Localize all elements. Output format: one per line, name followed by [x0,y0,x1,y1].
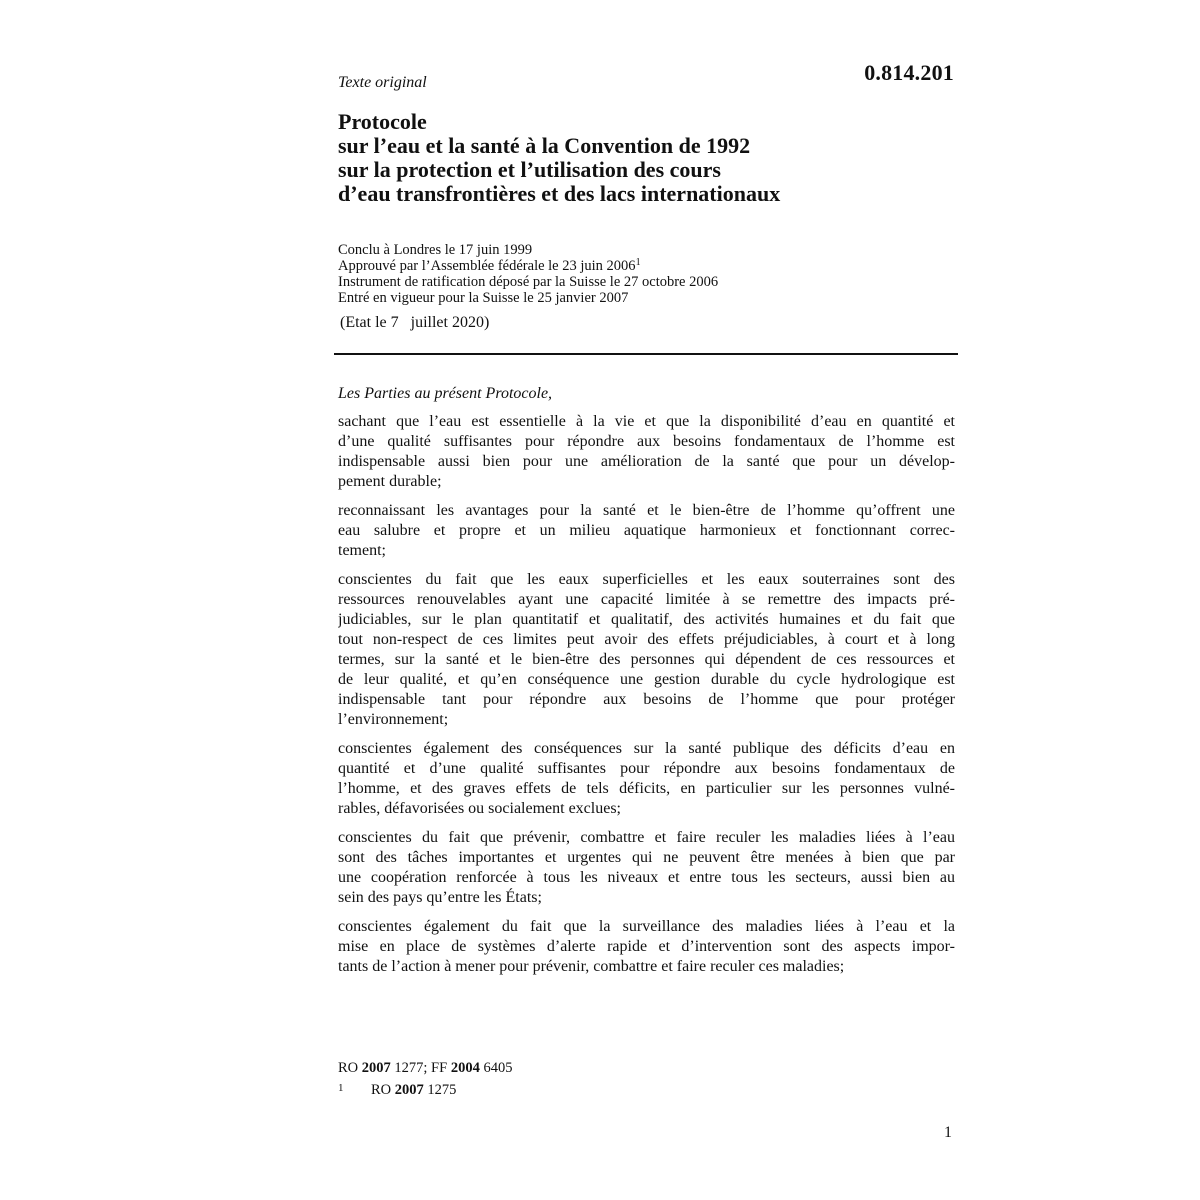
header-divider [334,353,958,355]
footnote-ref[interactable]: 1 [635,257,641,268]
original-text-label: Texte original [338,74,427,91]
text-line: sont des tâches importantes et urgentes qui ne peuvent être menées à bien que par [338,849,955,866]
text-line: quantité et d’une qualité suffisantes pour répondre aux besoins fondamentaux de [338,760,955,777]
text-line: d’une qualité suffisantes pour répondre aux besoins fondamentaux de l’homme est [338,433,955,450]
approved-text: Approuvé par l’Assemblée fédérale le 23 juin 2006 [338,258,636,274]
text-line: eau salubre et propre et un milieu aquatique harmonieux et fonctionnant correc- [338,522,955,539]
ro-year: 2007 [361,1060,391,1076]
source-reference [338,1058,512,1078]
ff-year: 2004 [450,1060,480,1076]
text-line: sein des pays qu’entre les États; [338,889,542,906]
title-line: Protocole [338,109,427,134]
text-line: conscientes également des conséquences sur la santé publique des déficits d’eau en [338,740,955,757]
preamble [338,384,955,986]
preamble-paragraph [338,570,955,730]
preamble-lead: Les Parties au présent Protocole, [338,385,553,402]
text-line: tement; [338,542,386,559]
text-line: judiciables, sur le plan quantitatif et qualitatif, des activités humaines et du fait que [338,611,955,628]
preamble-paragraph [338,412,955,492]
title-line: d’eau transfrontières et des lacs internationaux [338,181,781,206]
title-line: sur l’eau et la santé à la Convention de 1992 [338,133,751,158]
preamble-paragraph [338,828,955,908]
text-line: conscientes également du fait que la surveillance des maladies liées à l’eau et la [338,918,955,935]
preamble-paragraph [338,917,955,977]
text-line: indispensable aussi bien pour une amélioration de la santé que pour un dévelop- [338,453,955,470]
ro-page: 1275 [423,1082,457,1098]
text-line: de leur qualité, et qu’en conséquence une gestion durable du cycle hydrologique est [338,671,955,688]
text-line: une coopération renforcée à tous les niveaux et entre tous les secteurs, aussi bien au [338,869,955,886]
text-line: tout non-respect de ces limites peut avoir des effets préjudiciables, à court et à long [338,631,955,648]
text-line: indispensable tant pour répondre aux besoins de l’homme que pour protéger [338,691,955,708]
footnote-marker: 1 [338,1082,344,1094]
ro-page: 1277; FF [390,1060,451,1076]
preamble-paragraph [338,739,955,819]
text-line: pement durable; [338,473,442,490]
text-line: rables, défavorisées ou socialement exclues; [338,800,621,817]
footnote-1 [338,1078,512,1100]
text-line: conscientes du fait que les eaux superficielles et les eaux souterraines sont des [338,571,955,588]
ratification-line: Instrument de ratification déposé par la Suisse le 27 octobre 2006 [338,274,719,290]
text-line: l’homme, et des graves effets de tels déficits, en particulier sur les personnes vulné- [338,780,955,797]
ro-prefix: RO [371,1082,395,1098]
ro-prefix: RO [338,1060,362,1076]
sr-number: 0.814.201 [864,60,954,85]
entry-into-force-line: Entré en vigueur pour la Suisse le 25 janvier 2007 [338,290,629,306]
text-line: termes, sur la santé et le bien-être des personnes qui dépendent de ces ressources et [338,651,955,668]
text-line: tants de l’action à mener pour prévenir, combattre et faire reculer ces maladies; [338,958,845,975]
state-date: (Etat le 7 juillet 2020) [340,314,490,331]
text-line: sachant que l’eau est essentielle à la vie et que la disponibilité d’eau en quantité et [338,413,955,430]
text-line: conscientes du fait que prévenir, combattre et faire reculer les maladies liées à l’eau [338,829,955,846]
preamble-paragraph [338,501,955,561]
adoption-metadata [338,242,718,306]
page-number: 1 [944,1124,952,1141]
concluded-line: Conclu à Londres le 17 juin 1999 [338,242,533,258]
footnotes [338,1058,512,1100]
document-title [338,110,958,206]
approved-line [338,258,718,274]
ff-page: 6405 [479,1060,513,1076]
text-line: l’environnement; [338,711,449,728]
text-line: mise en place de systèmes d’alerte rapide et d’intervention sont des aspects impor- [338,938,955,955]
title-line: sur la protection et l’utilisation des cours [338,157,721,182]
text-line: ressources renouvelables ayant une capacité limitée à se remettre des impacts pré- [338,591,955,608]
ro-year: 2007 [394,1082,424,1098]
text-line: reconnaissant les avantages pour la santé et le bien-être de l’homme qu’offrent une [338,502,955,519]
